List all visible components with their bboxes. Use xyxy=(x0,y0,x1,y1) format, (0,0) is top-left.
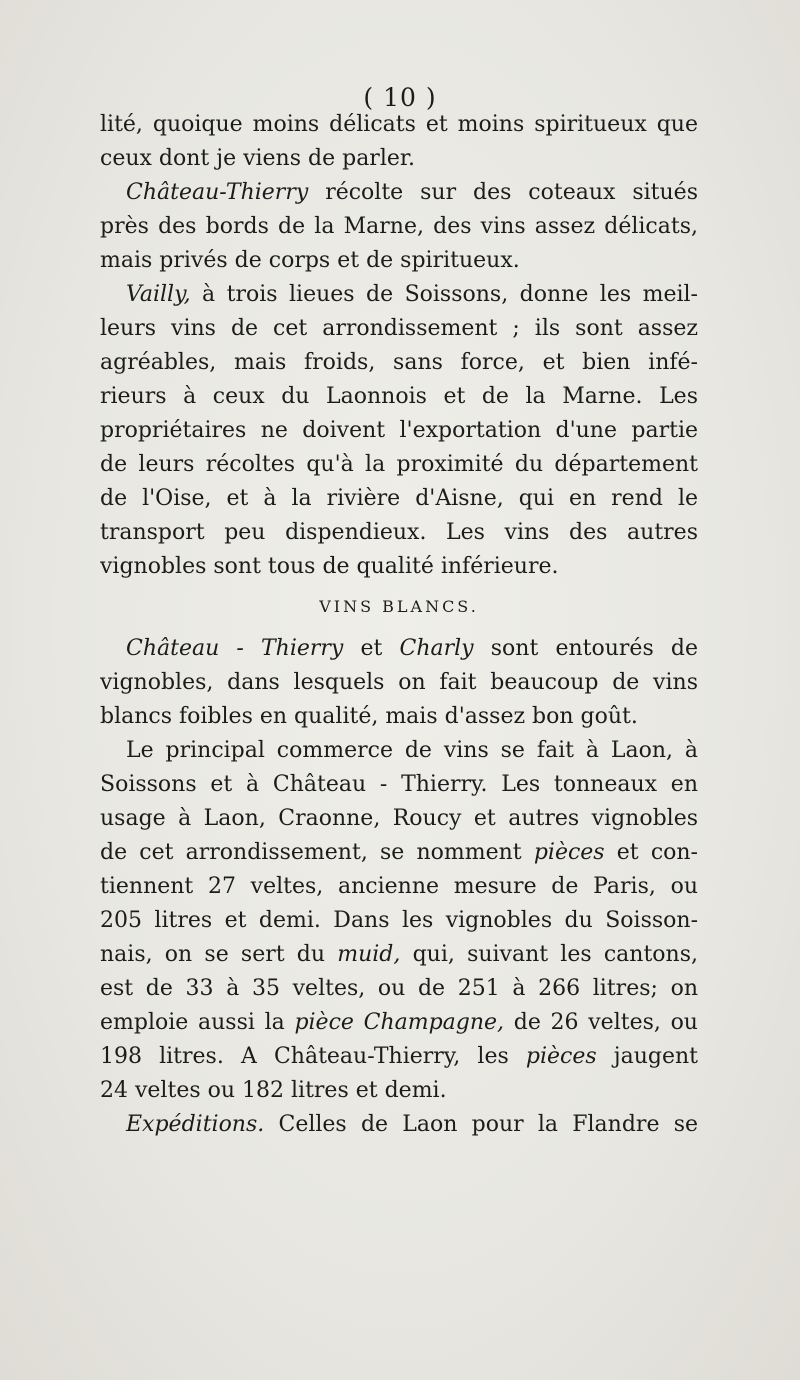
text-run: de 26 veltes, ou xyxy=(504,1010,698,1035)
text-line: Soissons et à Château - Thierry. Les tonneaux en xyxy=(100,772,698,797)
text-line xyxy=(100,1006,698,1040)
text-run: 198 litres. A Château-Thierry, les xyxy=(100,1044,526,1069)
text-line: 205 litres et demi. Dans les vignobles du Soisson- xyxy=(100,908,698,933)
text-run: de cet arrondissement, se nomment xyxy=(100,840,534,865)
place-name: Château - Thierry xyxy=(126,636,344,661)
text-line: ceux dont je viens de parler. xyxy=(100,146,415,171)
text-line: leurs vins de cet arrondissement ; ils sont assez xyxy=(100,316,698,341)
text-line: transport peu dispendieux. Les vins des autres xyxy=(100,520,698,545)
text-line: près des bords de la Marne, des vins assez délicats, xyxy=(100,214,698,239)
text-run: sont entourés de xyxy=(473,636,698,661)
term: muid, xyxy=(337,942,401,967)
text-line xyxy=(100,938,698,972)
text-run: emploie aussi la xyxy=(100,1010,295,1035)
body-text xyxy=(100,108,698,1142)
place-name: Vailly, xyxy=(126,282,191,307)
text-line: lité, quoique moins délicats et moins spiritueux que xyxy=(100,112,698,137)
text-run: et con- xyxy=(604,840,698,865)
text-line: de l'Oise, et à la rivière d'Aisne, qui en rend le xyxy=(100,486,698,511)
text-line: vignobles sont tous de qualité inférieure. xyxy=(100,554,559,579)
text-line xyxy=(100,836,698,870)
text-line: mais privés de corps et de spiritueux. xyxy=(100,248,520,273)
page-number: ( 10 ) xyxy=(363,83,437,112)
term: pièces xyxy=(533,840,605,865)
text-line: usage à Laon, Craonne, Roucy et autres vignobles xyxy=(100,806,698,831)
text-line xyxy=(100,176,698,210)
text-line: de leurs récoltes qu'à la proximité du département xyxy=(100,452,698,477)
text-line xyxy=(100,632,698,666)
text-line: 24 veltes ou 182 litres et demi. xyxy=(100,1078,447,1103)
place-name: Charly xyxy=(399,636,474,661)
text-line: tiennent 27 veltes, ancienne mesure de Paris, ou xyxy=(100,874,698,899)
text-line: blancs foibles en qualité, mais d'assez bon goût. xyxy=(100,704,638,729)
text-line: Le principal commerce de vins se fait à Laon, à xyxy=(126,738,698,763)
text-line: agréables, mais froids, sans force, et bien infé- xyxy=(100,350,698,375)
text-line xyxy=(100,1040,698,1074)
place-name: Château-Thierry xyxy=(126,180,309,205)
term: Expéditions. xyxy=(126,1112,265,1137)
text-line: propriétaires ne doivent l'exportation d'une partie xyxy=(100,418,698,443)
text-line: vignobles, dans lesquels on fait beaucoup de vins xyxy=(100,670,698,695)
text-run: à trois lieues de Soissons, donne les meil- xyxy=(190,282,698,307)
text-line xyxy=(100,1108,698,1142)
text-run: jaugent xyxy=(596,1044,698,1069)
text-run: Celles de Laon pour la Flandre se xyxy=(264,1112,698,1137)
text-run: et xyxy=(343,636,400,661)
text-line xyxy=(100,278,698,312)
term: pièces xyxy=(525,1044,597,1069)
text-line: est de 33 à 35 veltes, ou de 251 à 266 litres; on xyxy=(100,976,698,1001)
section-heading: VINS BLANCS. xyxy=(319,597,479,616)
text-run: nais, on se sert du xyxy=(100,942,338,967)
term: pièce Champagne, xyxy=(294,1010,505,1035)
text-run: récolte sur des coteaux situés xyxy=(308,180,698,205)
text-line: rieurs à ceux du Laonnois et de la Marne. Les xyxy=(100,384,698,409)
text-run: qui, suivant les cantons, xyxy=(400,942,698,967)
